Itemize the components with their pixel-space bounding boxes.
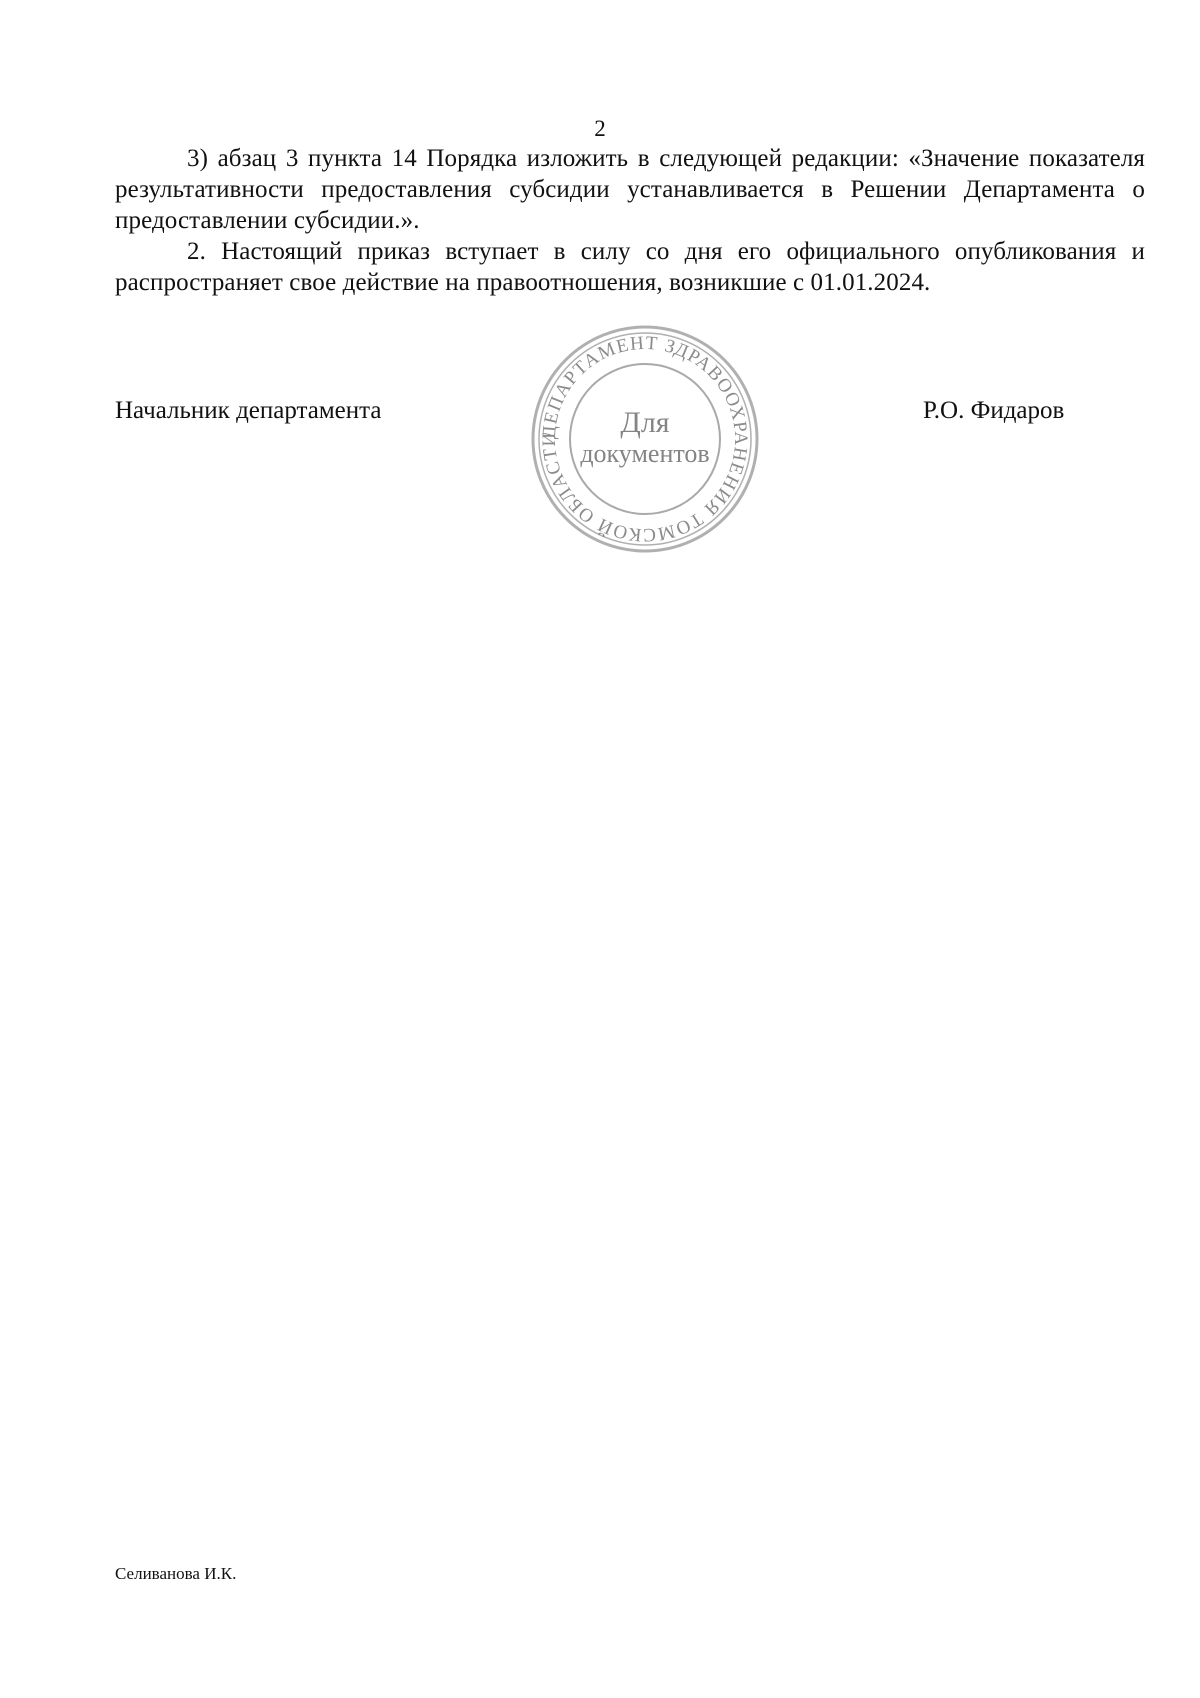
signatory-name: Р.О. Фидаров xyxy=(923,397,1065,424)
page-number: 2 xyxy=(594,116,606,141)
paragraph-effective-date: 2. Настоящий приказ вступает в силу со дня его официального опубликования и распространяет свое действие на правоотношения, возникшие с 01.01.2024. xyxy=(115,238,1145,296)
seal-center-line-2: документов xyxy=(580,439,710,468)
paragraph-amendment: 3) абзац 3 пункта 14 Порядка изложить в следующей редакции: «Значение показателя результативности предоставления субсидии устанавливается в Решении Департамента о предоставлении субсидии.». xyxy=(115,145,1145,234)
document-body xyxy=(115,143,1145,298)
official-seal xyxy=(515,320,775,558)
executor-name: Селиванова И.К. xyxy=(115,1564,237,1583)
signatory-title: Начальник департамента xyxy=(115,397,382,424)
seal-center-line-1: Для xyxy=(620,406,670,439)
seal-ring-text-path: ДЕПАРТАМЕНТ ЗДРАВООХРАНЕНИЯ ТОМСКОЙ ОБЛАСТИ xyxy=(538,332,752,546)
